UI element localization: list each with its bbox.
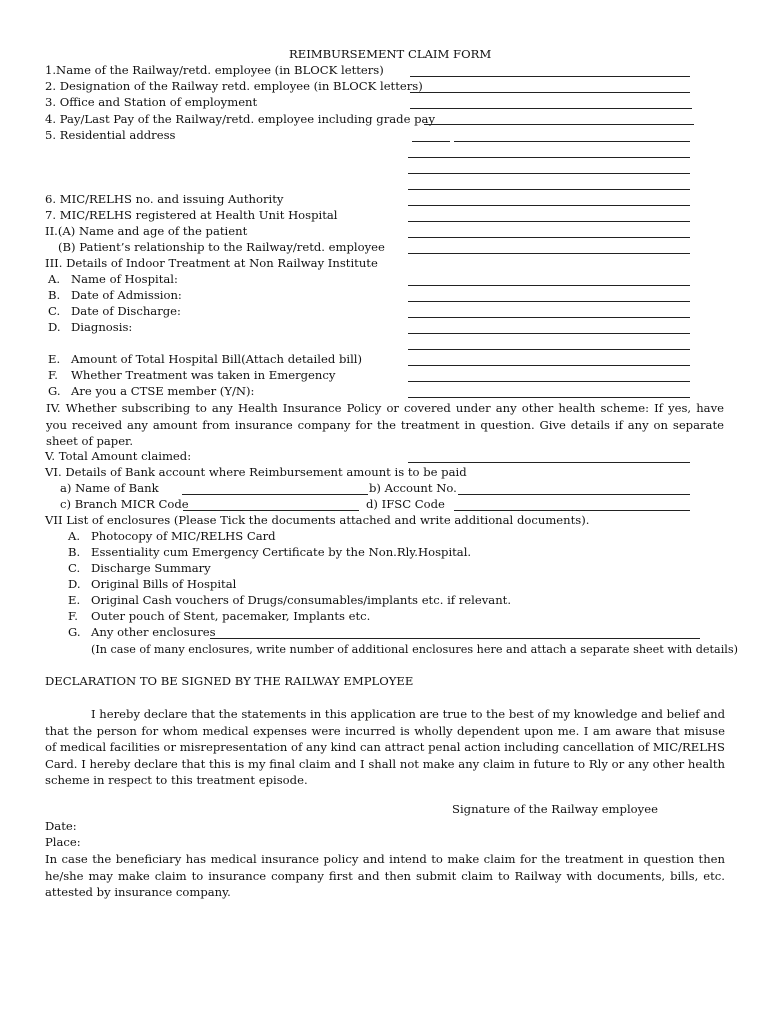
enclosure-letter-e: E. [68,593,81,607]
section-iv-text: IV. Whether subscribing to any Health Insurance Policy or covered under any other health scheme: If yes, have you received any amount from insurance company for the treatment in question. Give details if any on separate sheet of paper. [46,401,724,448]
field-label-employee-name: 1.Name of the Railway/retd. employee (in BLOCK letters) [45,63,384,77]
indoor-label-emergency: Whether Treatment was taken in Emergency [71,368,336,382]
pay-blank[interactable] [424,124,694,125]
field-label-mic-relhs-no: 6. MIC/RELHS no. and issuing Authority [45,192,284,206]
admission-date-blank[interactable] [408,301,690,302]
enclosure-letter-b: B. [68,545,81,559]
account-no-label: b) Account No. [369,481,457,495]
address-blank-4[interactable] [408,189,690,190]
field-label-residential-address: 5. Residential address [45,128,176,142]
indoor-letter-f: F. [48,368,58,382]
enclosure-letter-a: A. [68,529,81,543]
insurance-note: In case the beneficiary has medical insurance policy and intend to make claim for the treatment in question then he/she may make claim to insurance company first and then submit claim to Railway with documents, bills, etc. attested by insurance company. [45,852,725,899]
address-blank-2[interactable] [408,157,690,158]
field-label-office-station: 3. Office and Station of employment [45,95,258,109]
field-label-patient-name-age: II.(A) Name and age of the patient [45,224,248,238]
address-blank-3[interactable] [408,173,690,174]
ifsc-blank[interactable] [454,510,690,511]
office-station-blank[interactable] [410,108,692,109]
enclosure-letter-g: G. [68,625,81,639]
diagnosis-blank-2[interactable] [408,349,690,350]
diagnosis-blank-1[interactable] [408,333,690,334]
enclosure-mic-card[interactable]: Photocopy of MIC/RELHS Card [91,529,276,543]
indoor-label-admission: Date of Admission: [71,288,182,302]
discharge-date-blank[interactable] [408,317,690,318]
enclosure-letter-c: C. [68,561,81,575]
section-vi-heading: VI. Details of Bank account where Reimbursement amount is to be paid [45,465,467,479]
indoor-label-hospital: Name of Hospital: [71,272,178,286]
indoor-letter-a: A. [48,272,61,286]
bank-name-label: a) Name of Bank [60,481,159,495]
indoor-letter-b: B. [48,288,61,302]
other-enclosures-blank[interactable] [210,638,700,639]
indoor-letter-g: G. [48,384,61,398]
enclosures-note: (In case of many enclosures, write number of additional enclosures here and attach a separate sheet with details) [91,643,738,656]
date-label: Date: [45,819,77,833]
indoor-letter-d: D. [48,320,61,334]
branch-micr-blank[interactable] [183,510,359,511]
patient-name-age-blank[interactable] [408,237,690,238]
enclosure-outer-pouch[interactable]: Outer pouch of Stent, pacemaker, Implants etc. [91,609,371,623]
health-unit-blank[interactable] [408,221,690,222]
employee-name-blank[interactable] [410,76,690,77]
designation-blank[interactable] [410,92,690,93]
place-label: Place: [45,835,81,849]
hospital-name-blank[interactable] [408,285,690,286]
emergency-blank[interactable] [408,381,690,382]
enclosure-discharge-summary[interactable]: Discharge Summary [91,561,211,575]
declaration-body: I hereby declare that the statements in this application are true to the best of my knowledge and belief and that the person for whom medical expenses were incurred is wholly dependent upon me. I am aware that misuse of medical facilities or misrepresentation of any kind can attract penal action including cancellation of MIC/RELHS Card. I hereby declare that this is my final claim and I shall not make any claim in future to Rly or any other health scheme in respect to this treatment episode. [45,707,725,787]
enclosure-hospital-bills[interactable]: Original Bills of Hospital [91,577,237,591]
field-label-designation: 2. Designation of the Railway retd. employee (in BLOCK letters) [45,79,423,93]
branch-micr-label: c) Branch MICR Code [60,497,189,511]
field-label-health-unit: 7. MIC/RELHS registered at Health Unit Hospital [45,208,338,222]
total-bill-blank[interactable] [408,365,690,366]
ifsc-label: d) IFSC Code [366,497,445,511]
indoor-label-discharge: Date of Discharge: [71,304,181,318]
section-vii-heading: VII List of enclosures (Please Tick the documents attached and write additional documents). [45,513,590,527]
address-blank-1[interactable] [454,141,690,142]
enclosure-essentiality-certificate[interactable]: Essentiality cum Emergency Certificate by the Non.Rly.Hospital. [91,545,472,559]
enclosure-letter-f: F. [68,609,78,623]
mic-relhs-no-blank[interactable] [408,205,690,206]
field-label-pay: 4. Pay/Last Pay of the Railway/retd. employee including grade pay [45,112,436,126]
ctse-blank[interactable] [408,397,690,398]
enclosure-letter-d: D. [68,577,81,591]
enclosure-any-other[interactable]: Any other enclosures [91,625,216,639]
signature-label: Signature of the Railway employee [452,802,658,816]
field-label-patient-relationship: (B) Patient’s relationship to the Railway/retd. employee [58,240,385,254]
total-amount-label: V. Total Amount claimed: [45,449,192,463]
declaration-heading: DECLARATION TO BE SIGNED BY THE RAILWAY EMPLOYEE [45,674,414,688]
address-blank-short[interactable] [412,141,450,142]
indoor-label-diagnosis: Diagnosis: [71,320,133,334]
indoor-label-total-bill: Amount of Total Hospital Bill(Attach detailed bill) [71,352,363,366]
section-iii-heading: III. Details of Indoor Treatment at Non Railway Institute [45,256,378,270]
indoor-letter-c: C. [48,304,61,318]
patient-relationship-blank[interactable] [408,253,690,254]
form-title: REIMBURSEMENT CLAIM FORM [289,47,492,61]
bank-name-blank[interactable] [182,494,368,495]
indoor-label-ctse: Are you a CTSE member (Y/N): [71,384,255,398]
enclosure-cash-vouchers[interactable]: Original Cash vouchers of Drugs/consumables/implants etc. if relevant. [91,593,512,607]
indoor-letter-e: E. [48,352,61,366]
total-amount-blank[interactable] [408,462,690,463]
account-no-blank[interactable] [458,494,690,495]
